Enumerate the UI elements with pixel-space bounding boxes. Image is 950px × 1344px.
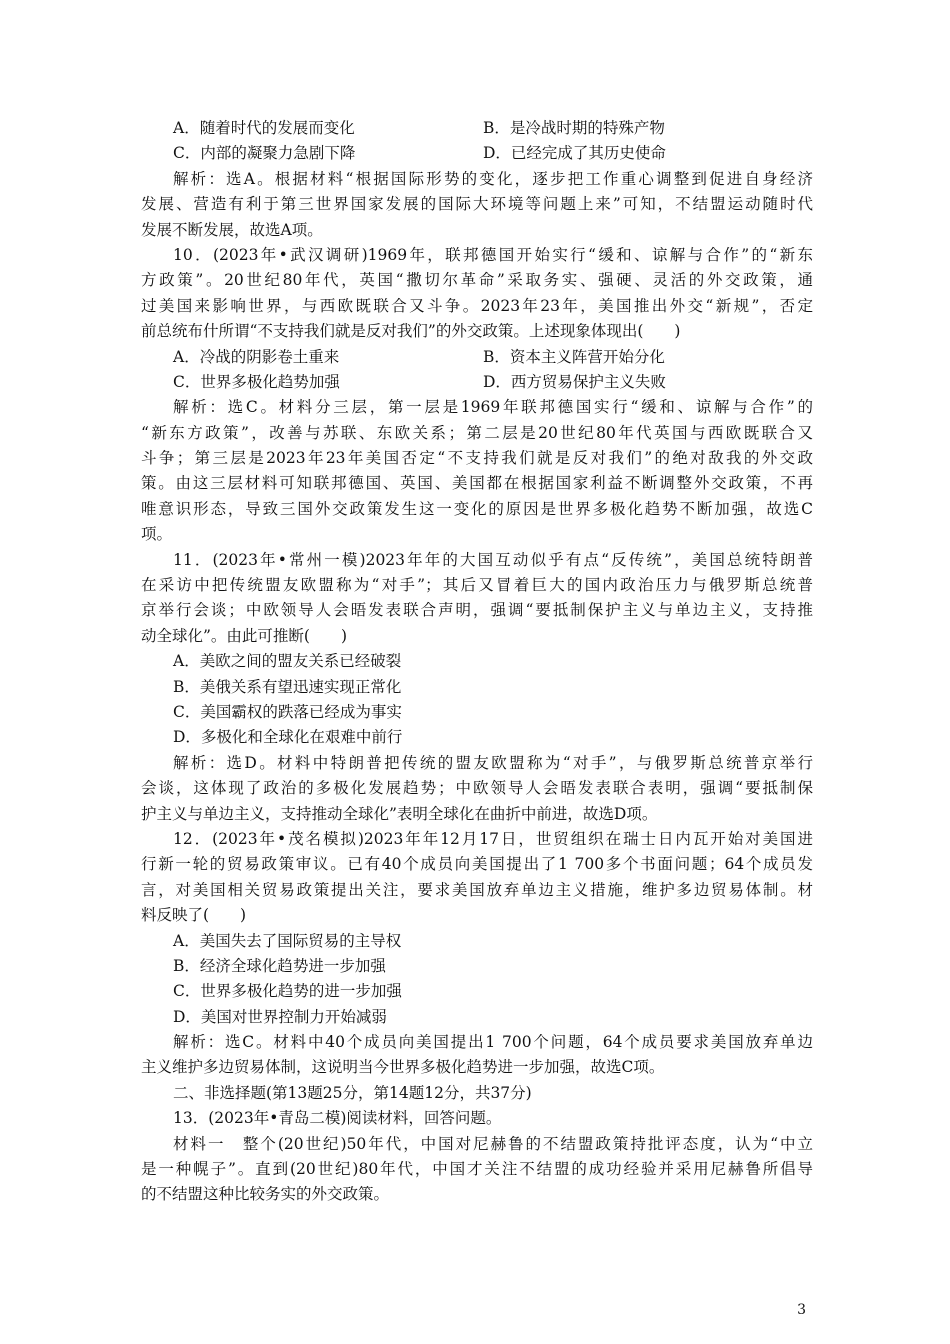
document-page	[141, 116, 813, 1208]
q11-option-c: C．美国霸权的跌落已经成为事实	[173, 702, 402, 721]
q10-stem-line: 过美国来影响世界，与西欧既联合又斗争。2023年23年，美国推出外交“新规”，否定	[141, 296, 813, 315]
q10-stem-line: 10．(2023年•武汉调研)1969年，联邦德国开始实行“缓和、谅解与合作”的“新东	[173, 245, 813, 264]
q10-options-row-1	[141, 345, 813, 370]
page-number: 3	[797, 1302, 806, 1318]
q11-stem-line: 在采访中把传统盟友欧盟称为“对手”；其后又冒着巨大的国内政治压力与俄罗斯总统普	[141, 576, 813, 595]
q10-analysis-line: 项。	[141, 525, 173, 544]
q12-analysis-line: 主义维护多边贸易体制，这说明当今世界多极化趋势进一步加强，故选C项。	[141, 1058, 665, 1077]
q10-option-d: D．西方贸易保护主义失败	[483, 372, 666, 391]
q10-options-row-2	[141, 370, 813, 395]
q9-option-d: D．已经完成了其历史使命	[483, 144, 666, 163]
q12-stem-line: 12．(2023年•茂名模拟)2023年年12月17日，世贸组织在瑞士日内瓦开始对美国进	[173, 829, 813, 848]
q11-analysis-line: 会谈，这体现了政治的多极化发展趋势；中欧领导人会晤发表联合表明，强调“要抵制保	[141, 779, 813, 798]
q10-option-c: C．世界多极化趋势加强	[173, 372, 340, 391]
q11-stem-line: 京举行会谈；中欧领导人会晤发表联合声明，强调“要抵制保护主义与单边主义，支持推	[141, 601, 813, 620]
q11-analysis-line: 解析：选D。材料中特朗普把传统的盟友欧盟称为“对手”，与俄罗斯总统普京举行	[173, 753, 813, 772]
q10-stem-line: 方政策”。20世纪80年代，英国“撒切尔革命”采取务实、强硬、灵活的外交政策，通	[141, 271, 813, 290]
q9-analysis-line: 发展不断发展，故选A项。	[141, 220, 323, 239]
q9-option-c: C．内部的凝聚力急剧下降	[173, 144, 356, 163]
q11-option-b: B．美俄关系有望迅速实现正常化	[173, 677, 402, 696]
q10-analysis-line: 唯意识形态，导致三国外交政策发生这一变化的原因是世界多极化趋势不断加强，故选C	[141, 499, 813, 518]
q12-option-a: A．美国失去了国际贸易的主导权	[173, 931, 402, 950]
q13-material-line: 是一种幌子”。直到(20世纪)80年代，中国才关注不结盟的成功经验并采用尼赫鲁所倡导	[141, 1160, 813, 1179]
q12-stem-line: 料反映了( )	[141, 906, 247, 925]
q10-stem-line: 前总统布什所谓“不支持我们就是反对我们”的外交政策。上述现象体现出( )	[141, 322, 681, 341]
q12-analysis-line: 解析：选C。材料中40个成员向美国提出1 700个问题，64个成员要求美国放弃单边	[173, 1033, 813, 1052]
q12-option-d: D．美国对世界控制力开始减弱	[173, 1007, 387, 1026]
q13-material-line: 材料一 整个(20世纪)50年代，中国对尼赫鲁的不结盟政策持批评态度，认为“中立	[173, 1134, 813, 1153]
q11-analysis-line: 护主义与单边主义，支持推动全球化”表明全球化在曲折中前进，故选D项。	[141, 804, 658, 823]
q13-material-line: 的不结盟这种比较务实的外交政策。	[141, 1185, 390, 1204]
section-heading: 二、非选择题(第13题25分，第14题12分，共37分)	[173, 1083, 532, 1102]
q11-option-d: D．多极化和全球化在艰难中前行	[173, 728, 403, 747]
q11-stem-line: 11．(2023年•常州一模)2023年年的大国互动似乎有点“反传统”，美国总统特朗普	[173, 550, 813, 569]
q9-option-b: B．是冷战时期的特殊产物	[483, 119, 665, 137]
q11-stem-line: 动全球化”。由此可推断( )	[141, 626, 348, 645]
q12-stem-line: 言，对美国相关贸易政策提出关注，要求美国放弃单边主义措施，维护多边贸易体制。材	[141, 880, 813, 899]
q9-options-row-2	[141, 141, 813, 166]
q9-analysis-line: 解析：选A。根据材料“根据国际形势的变化，逐步把工作重心调整到促进自身经济	[173, 169, 813, 188]
q9-options-row-1	[141, 116, 813, 141]
q13-stem: 13．(2023年•青岛二模)阅读材料，回答问题。	[173, 1109, 502, 1128]
q12-option-c: C．世界多极化趋势的进一步加强	[173, 982, 402, 1001]
q12-stem-line: 行新一轮的贸易政策审议。已有40个成员向美国提出了1 700多个书面问题；64个成员发	[141, 855, 813, 874]
q10-analysis-line: 解析：选C。材料分三层，第一层是1969年联邦德国实行“缓和、谅解与合作”的	[173, 398, 813, 417]
q9-analysis-line: 发展、营造有利于第三世界国家发展的国际大环境等问题上来”可知，不结盟运动随时代	[141, 195, 813, 214]
q12-option-b: B．经济全球化趋势进一步加强	[173, 956, 386, 975]
q9-option-a: A．随着时代的发展而变化	[173, 119, 355, 137]
q10-analysis-line: 策。由这三层材料可知联邦德国、英国、美国都在根据国家利益不断调整外交政策，不再	[141, 474, 813, 493]
q10-option-a: A．冷战的阴影卷土重来	[173, 347, 340, 366]
q10-option-b: B．资本主义阵营开始分化	[483, 347, 665, 366]
q10-analysis-line: 斗争；第三层是2023年23年美国否定“不支持我们就是反对我们”的绝对敌我的外交政	[141, 449, 813, 468]
q11-option-a: A．美欧之间的盟友关系已经破裂	[173, 652, 402, 671]
q10-analysis-line: “新东方政策”，改善与苏联、东欧关系；第二层是20世纪80年代英国与西欧既联合又	[141, 423, 813, 442]
